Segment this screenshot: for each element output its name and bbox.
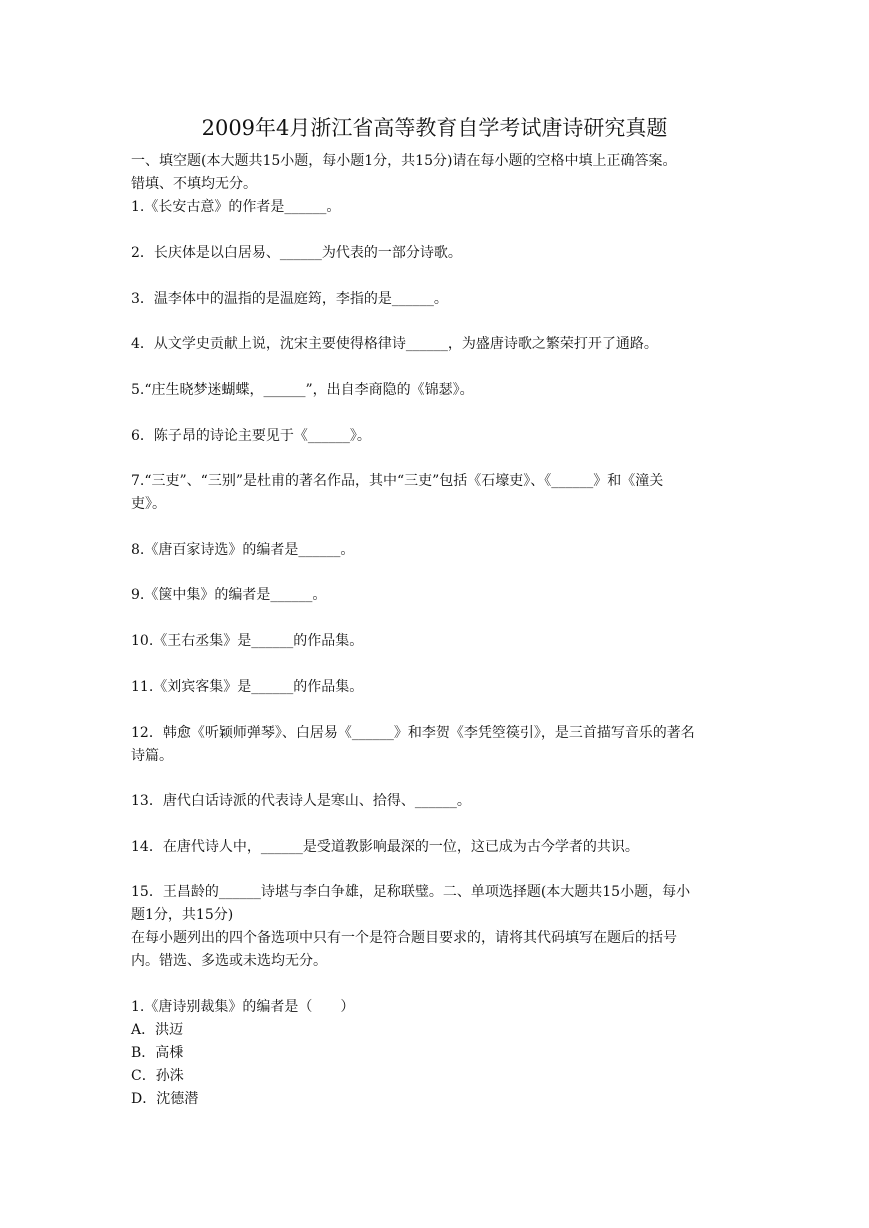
question-5: 5.“庄生晓梦迷蝴蝶，______”，出自李商隐的《锦瑟》。 (131, 382, 474, 398)
question-1: 1.《长安古意》的作者是______。 (131, 199, 341, 215)
question-11: 11.《刘宾客集》是______的作品集。 (131, 679, 364, 695)
option-a: A．洪迈 (131, 1022, 184, 1038)
question-12: 12．韩愈《听颖师弹琴》、白居易《______》和李贺《李凭箜篌引》，是三首描写音乐的著名 (131, 725, 695, 741)
choice-question-stem: 1.《唐诗别裁集》的编者是（ ） (131, 999, 355, 1015)
section1-intro-cont: 错填、不填均无分。 (131, 176, 257, 192)
section1-intro: 一、填空题(本大题共15小题，每小题1分，共15分)请在每小题的空格中填上正确答案。 (131, 153, 677, 169)
question-13: 13．唐代白话诗派的代表诗人是寒山、拾得、______。 (131, 793, 471, 809)
question-7-cont: 吏》。 (131, 496, 166, 512)
question-12-cont: 诗篇。 (131, 748, 173, 764)
question-15: 15．王昌龄的______诗堪与李白争雄，足称联璧。二、单项选择题(本大题共15小题，每小 (131, 884, 691, 900)
section2-instructions-cont: 内。错选、多选或未选均无分。 (131, 953, 327, 969)
question-7: 7.“三吏”、“三别”是杜甫的著名作品，其中“三吏”包括《石壕吏》、《______》和《潼关 (131, 473, 664, 489)
question-10: 10.《王右丞集》是______的作品集。 (131, 633, 364, 649)
question-9: 9.《箧中集》的编者是______。 (131, 587, 327, 603)
question-2: 2．长庆体是以白居易、______为代表的一部分诗歌。 (131, 245, 462, 261)
option-d: D．沈德潜 (131, 1091, 199, 1107)
option-c: C．孙洙 (131, 1068, 184, 1084)
question-6: 6．陈子昂的诗论主要见于《______》。 (131, 428, 371, 444)
question-8: 8.《唐百家诗选》的编者是______。 (131, 542, 355, 558)
question-3: 3．温李体中的温指的是温庭筠，李指的是______。 (131, 291, 448, 307)
question-14: 14．在唐代诗人中，______是受道教影响最深的一位，这已成为古今学者的共识。 (131, 839, 639, 855)
option-b: B．高棅 (131, 1045, 184, 1061)
question-4: 4．从文学史贡献上说，沈宋主要使得格律诗______，为盛唐诗歌之繁荣打开了通路。 (131, 336, 658, 352)
section2-instructions: 在每小题列出的四个备选项中只有一个是符合题目要求的，请将其代码填写在题后的括号 (131, 930, 677, 946)
page-title: 2009年4月浙江省高等教育自学考试唐诗研究真题 (201, 116, 668, 140)
question-15-cont: 题1分，共15分) (131, 907, 234, 923)
